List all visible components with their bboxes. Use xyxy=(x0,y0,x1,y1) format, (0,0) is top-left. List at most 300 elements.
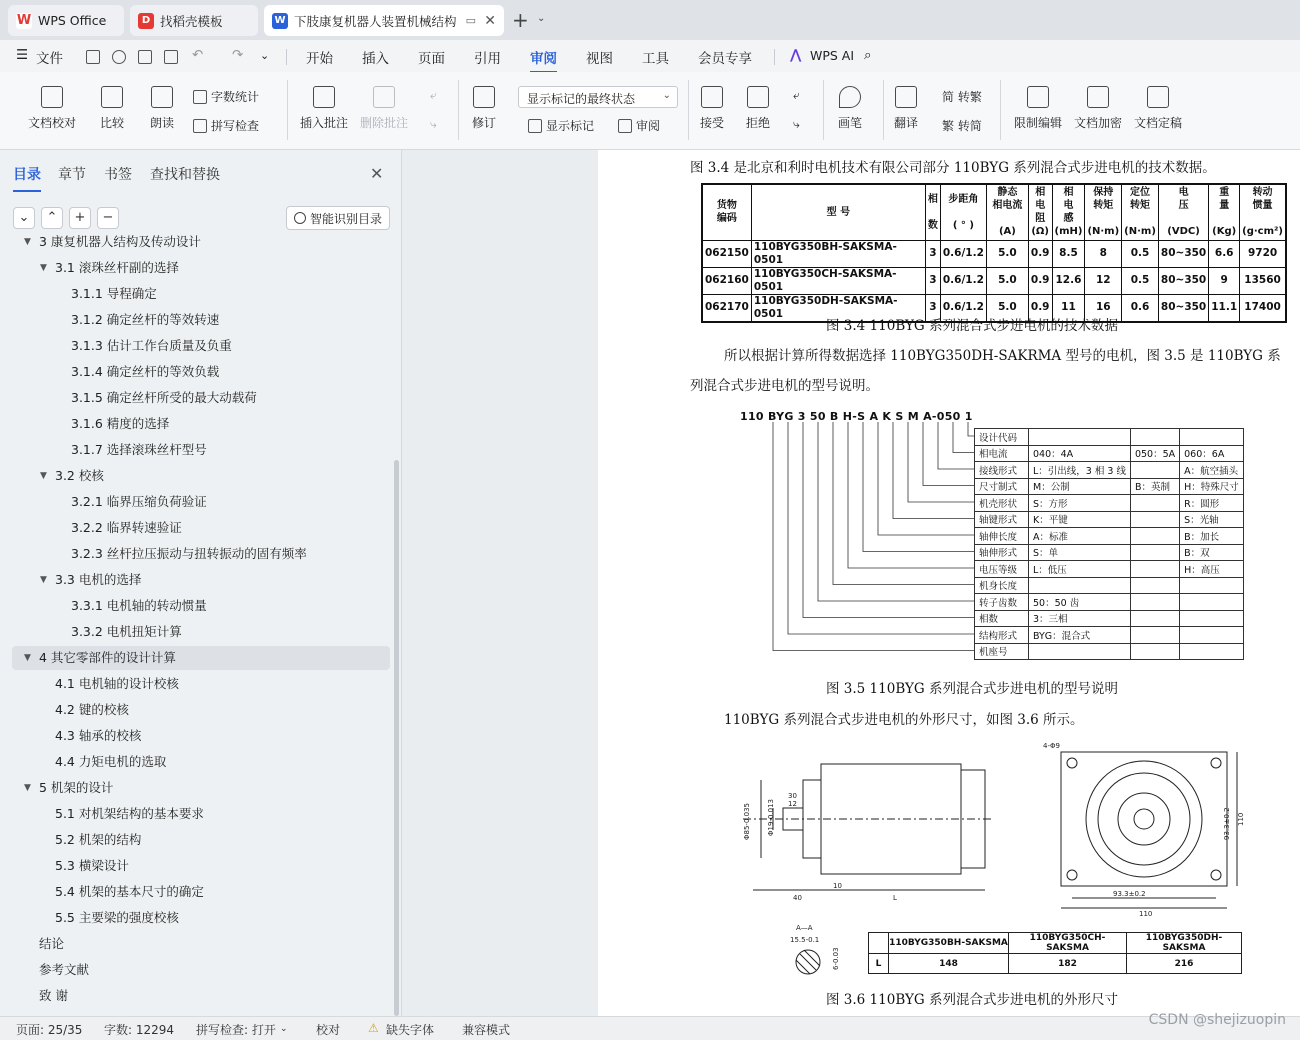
toc-item[interactable] xyxy=(12,516,390,540)
legend-cell xyxy=(1029,429,1131,446)
table-cell: 8.5 xyxy=(1052,240,1085,267)
table-cell: 0.6/1.2 xyxy=(940,294,986,322)
translate-label: 翻译 xyxy=(894,116,919,130)
table-cell: 0.9 xyxy=(1028,240,1052,267)
review-pane-button[interactable] xyxy=(618,117,660,134)
close-panel-icon[interactable]: ✕ xyxy=(370,164,384,183)
reject-button[interactable] xyxy=(746,86,770,131)
caret-down-icon[interactable]: ▼ xyxy=(24,783,31,793)
table-cell: 0.9 xyxy=(1028,267,1052,294)
table-row xyxy=(702,240,1286,267)
encrypt-label: 文档加密 xyxy=(1074,116,1123,130)
menu-page[interactable]: 页面 xyxy=(418,51,445,67)
add-heading-button[interactable]: + xyxy=(69,207,91,229)
dim-header-cell xyxy=(869,933,889,954)
dim-header-cell: 110BYG350BH-SAKSMA xyxy=(889,933,1009,954)
legend-cell: 轴键形式 xyxy=(975,511,1029,528)
chevron-down-icon[interactable]: ⌄ xyxy=(280,1024,288,1034)
chevron-down-icon[interactable]: ⌄ xyxy=(537,13,546,24)
tab-label: 下肢康复机器人装置机械结构 xyxy=(294,13,457,29)
th-inertia: 转动 惯量 (g·cm²) xyxy=(1240,184,1286,240)
tab-bar xyxy=(0,0,1300,40)
legend-cell xyxy=(1130,429,1179,446)
redo-icon[interactable]: ↷ xyxy=(232,47,244,63)
wps-logo-icon: W xyxy=(16,13,32,28)
th-phase: 相 数 xyxy=(925,184,940,240)
front-mid-circle xyxy=(1098,773,1190,865)
section-view-drawing xyxy=(778,920,848,980)
toc-item[interactable] xyxy=(12,698,390,722)
legend-cell: 结构形式 xyxy=(975,627,1029,644)
tab-template[interactable] xyxy=(130,5,258,36)
model-legend-table xyxy=(974,428,1244,660)
dim-value-cell: 216 xyxy=(1127,954,1242,974)
legend-cell: 50：50 齿 xyxy=(1029,594,1131,611)
legend-cell xyxy=(1180,429,1244,446)
toc-item[interactable] xyxy=(12,620,390,644)
tab-document[interactable] xyxy=(264,5,504,36)
encrypt-doc-icon xyxy=(1087,86,1109,108)
nav-tab-chapter[interactable]: 章节 xyxy=(58,167,86,183)
finalize-label: 文档定稿 xyxy=(1134,116,1183,130)
toc-item[interactable] xyxy=(12,724,390,748)
legend-cell xyxy=(1130,627,1179,644)
toc-list xyxy=(0,234,392,1016)
toc-item-label: 4.3 轴承的校核 xyxy=(55,728,142,743)
accept-icon xyxy=(701,86,723,108)
collapse-down-button[interactable]: ⌄ xyxy=(13,207,35,229)
legend-cell xyxy=(1130,577,1179,594)
table-cell: 80~350 xyxy=(1158,294,1208,322)
label-40: 40 xyxy=(793,894,802,902)
smart-toc-label: 智能识别目录 xyxy=(309,211,382,226)
label-12: 12 xyxy=(788,800,797,808)
toc-item-label: 3.1.4 确定丝杆的等效负载 xyxy=(71,364,220,379)
table-cell: 6.6 xyxy=(1209,240,1240,267)
dim-value-cell: 148 xyxy=(889,954,1009,974)
toc-item-label: 3.3 电机的选择 xyxy=(55,572,142,587)
leader-line xyxy=(923,422,974,486)
spell-check-button[interactable] xyxy=(193,117,259,134)
close-tab-icon[interactable]: ✕ xyxy=(484,12,496,29)
prev-comment-icon[interactable]: ⤶ xyxy=(430,88,437,102)
hatch-line xyxy=(800,954,816,970)
menu-insert[interactable]: 插入 xyxy=(362,51,389,67)
th-current: 静态 相电流 (A) xyxy=(986,184,1028,240)
th-weight: 重 量 (Kg) xyxy=(1209,184,1240,240)
warning-icon: ⚠ xyxy=(368,1021,379,1035)
document-area xyxy=(403,150,1300,1016)
table-cell: 0.6/1.2 xyxy=(940,267,986,294)
figure-caption-3-4: 图 3.4 110BYG 系列混合式步进电机的技术数据 xyxy=(826,318,1118,334)
legend-row xyxy=(975,544,1244,561)
print-icon[interactable] xyxy=(138,50,152,64)
spec-table-body xyxy=(702,240,1286,322)
legend-cell: L：引出线，3 相 3 线 xyxy=(1029,462,1131,479)
toc-item-label: 5.1 对机架结构的基本要求 xyxy=(55,806,204,821)
legend-cell xyxy=(1130,561,1179,578)
toc-item[interactable] xyxy=(12,308,390,332)
legend-cell: H：高压 xyxy=(1180,561,1244,578)
legend-cell: A：标准 xyxy=(1029,528,1131,545)
print-preview-icon[interactable] xyxy=(164,50,178,64)
toc-item[interactable] xyxy=(12,958,390,982)
mount-hole xyxy=(1211,758,1221,768)
legend-cell xyxy=(1029,577,1131,594)
finalize-doc-icon xyxy=(1147,86,1169,108)
accept-button[interactable] xyxy=(700,86,724,131)
missing-font-indicator[interactable]: 缺失字体 xyxy=(386,1023,435,1037)
legend-cell xyxy=(1180,577,1244,594)
toc-item[interactable] xyxy=(12,906,390,930)
ribbon-review xyxy=(0,72,1300,150)
legend-cell: 相电流 xyxy=(975,445,1029,462)
legend-cell xyxy=(1130,462,1179,479)
compare-icon xyxy=(101,86,123,108)
label-93-horizontal: 93.3±0.2 xyxy=(1113,890,1146,898)
hamburger-icon[interactable]: ☰ xyxy=(16,47,29,63)
menu-reference[interactable]: 引用 xyxy=(474,51,501,67)
legend-cell xyxy=(1130,544,1179,561)
nav-tab-bookmark[interactable]: 书签 xyxy=(104,167,132,183)
table-cell: 13560 xyxy=(1240,267,1286,294)
legend-cell: 040：4A xyxy=(1029,445,1131,462)
leader-line xyxy=(803,422,974,618)
dimension-table xyxy=(868,932,1242,974)
toc-item-label: 3.3.1 电机轴的转动惯量 xyxy=(71,598,207,613)
review-pane-icon xyxy=(618,119,632,133)
quick-access-more-icon[interactable]: ⌄ xyxy=(260,49,270,62)
toc-item[interactable] xyxy=(12,984,390,1008)
figure-caption-3-6: 图 3.6 110BYG 系列混合式步进电机的外形尺寸 xyxy=(826,992,1118,1008)
reject-icon xyxy=(747,86,769,108)
th-detent: 定位 转矩 (N·m) xyxy=(1122,184,1159,240)
caret-down-icon[interactable]: ▼ xyxy=(40,471,47,481)
spell-check-icon xyxy=(193,119,207,133)
tab-wps-office[interactable] xyxy=(8,5,124,36)
nav-tab-find-replace[interactable]: 查找和替换 xyxy=(150,167,220,183)
table-cell: 5.0 xyxy=(986,267,1028,294)
compare-button[interactable] xyxy=(100,86,124,131)
toc-item[interactable] xyxy=(12,412,390,436)
legend-row xyxy=(975,462,1244,479)
proof-indicator[interactable]: 校对 xyxy=(316,1023,341,1037)
label-key-width: 6-0.03 xyxy=(832,947,840,970)
leader-line xyxy=(893,422,974,519)
delete-comment-button[interactable] xyxy=(360,86,408,131)
dim-header-cell: 110BYG350DH-SAKSMA xyxy=(1127,933,1242,954)
legend-cell xyxy=(1130,528,1179,545)
show-markup-button[interactable] xyxy=(528,117,594,134)
toc-item-label: 5.4 机架的基本尺寸的确定 xyxy=(55,884,204,899)
toc-item[interactable] xyxy=(12,282,390,306)
legend-cell: 轴伸长度 xyxy=(975,528,1029,545)
legend-row xyxy=(975,610,1244,627)
read-aloud-icon xyxy=(151,86,173,108)
legend-cell: B：加长 xyxy=(1180,528,1244,545)
legend-cell: 转子齿数 xyxy=(975,594,1029,611)
lock-doc-icon xyxy=(1027,86,1049,108)
spell-check-indicator[interactable]: 拼写检查: 打开 xyxy=(196,1023,276,1037)
caret-down-icon[interactable]: ▼ xyxy=(40,575,47,585)
table-cell: 0.9 xyxy=(1028,294,1052,322)
legend-cell xyxy=(1029,643,1131,660)
label-key-depth: 15.5-0.1 xyxy=(790,936,820,944)
smart-icon xyxy=(294,212,306,224)
tab-label: 找稻壳模板 xyxy=(160,13,223,29)
nav-tab-toc[interactable]: 目录 xyxy=(13,164,41,184)
th-inductance: 相 电 感 (mH) xyxy=(1052,184,1085,240)
tab-label: WPS Office xyxy=(38,13,107,28)
legend-cell: 电压等级 xyxy=(975,561,1029,578)
review-pane-label: 审阅 xyxy=(636,119,661,133)
toc-item[interactable] xyxy=(12,490,390,514)
nav-scrollbar[interactable] xyxy=(394,460,399,1016)
save-icon[interactable] xyxy=(86,50,100,64)
remove-heading-button[interactable]: − xyxy=(97,207,119,229)
monitor-icon[interactable]: ▭ xyxy=(465,14,476,27)
menu-divider xyxy=(286,49,287,65)
ribbon-divider xyxy=(688,80,689,140)
toc-item[interactable] xyxy=(12,750,390,774)
legend-cell: A：航空插头 xyxy=(1180,462,1244,479)
read-aloud-label: 朗读 xyxy=(150,116,175,130)
th-model: 型 号 xyxy=(751,184,925,240)
toc-item[interactable] xyxy=(12,776,390,800)
next-comment-icon[interactable]: ⤷ xyxy=(430,117,437,131)
leader-line xyxy=(938,422,974,469)
motor-outline-drawing xyxy=(743,740,1243,920)
table-cell: 3 xyxy=(925,267,940,294)
smart-toc-button[interactable] xyxy=(286,206,390,230)
label-L: L xyxy=(893,894,897,902)
table-cell: 110BYG350CH-SAKSMA-0501 xyxy=(751,267,925,294)
new-tab-button[interactable]: + xyxy=(512,8,529,32)
table-cell: 9720 xyxy=(1240,240,1286,267)
markup-state-value: 显示标记的最终状态 xyxy=(527,92,636,106)
draw-button[interactable] xyxy=(838,86,862,131)
legend-cell: 060：6A xyxy=(1180,445,1244,462)
menu-member[interactable]: 会员专享 xyxy=(698,51,752,67)
menu-bar xyxy=(0,40,1300,72)
encrypt-button[interactable] xyxy=(1074,86,1122,131)
prev-revision-icon[interactable]: ⤶ xyxy=(793,88,800,102)
toc-item-label: 3.1.7 选择滚珠丝杆型号 xyxy=(71,442,207,457)
toc-item[interactable] xyxy=(12,880,390,904)
revise-label: 修订 xyxy=(472,116,497,130)
word-count-indicator[interactable]: 字数: 12294 xyxy=(104,1023,175,1037)
menu-view[interactable]: 视图 xyxy=(586,51,613,67)
insert-comment-button[interactable] xyxy=(300,86,348,131)
to-traditional-label: 简 转繁 xyxy=(942,90,982,104)
dim-value-cell: 182 xyxy=(1009,954,1127,974)
table-cell: 80~350 xyxy=(1158,240,1208,267)
toc-item-label: 5.5 主要梁的强度校核 xyxy=(55,910,179,925)
to-traditional-button[interactable] xyxy=(942,88,982,105)
label-d19: Φ19-0.013 xyxy=(767,799,775,836)
toc-item[interactable] xyxy=(12,334,390,358)
legend-cell: 机壳形状 xyxy=(975,495,1029,512)
toc-item[interactable] xyxy=(12,932,390,956)
ribbon-divider xyxy=(287,80,288,140)
toc-item[interactable] xyxy=(12,854,390,878)
document-page[interactable] xyxy=(598,150,1300,1016)
legend-cell xyxy=(1180,594,1244,611)
th-resistance: 相 电 阻 (Ω) xyxy=(1028,184,1052,240)
table-cell: 062160 xyxy=(702,267,751,294)
collapse-up-button[interactable]: ⌃ xyxy=(41,207,63,229)
caret-down-icon[interactable]: ▼ xyxy=(40,263,47,273)
search-icon[interactable]: ⌕ xyxy=(864,47,872,63)
menu-file[interactable]: 文件 xyxy=(36,51,63,67)
toc-item-label: 3.2.1 临界压缩负荷验证 xyxy=(71,494,207,509)
model-code-diagram xyxy=(738,408,1258,663)
translate-icon xyxy=(895,86,917,108)
toc-item[interactable] xyxy=(12,438,390,462)
toc-item[interactable] xyxy=(12,542,390,566)
legend-cell: 相数 xyxy=(975,610,1029,627)
legend-cell: S：方形 xyxy=(1029,495,1131,512)
word-count-button[interactable] xyxy=(193,88,259,105)
table-cell: 062150 xyxy=(702,240,751,267)
leader-line xyxy=(788,422,974,634)
legend-cell: 机身长度 xyxy=(975,577,1029,594)
insert-comment-label: 插入批注 xyxy=(300,116,349,130)
legend-cell: 设计代码 xyxy=(975,429,1029,446)
front-shaft-circle xyxy=(1134,809,1154,829)
caret-down-icon[interactable]: ▼ xyxy=(24,653,31,663)
read-aloud-button[interactable] xyxy=(150,86,174,131)
legend-row xyxy=(975,429,1244,446)
leader-line xyxy=(878,422,974,535)
chevron-down-icon: ⌄ xyxy=(662,90,671,101)
table-cell: 8 xyxy=(1085,240,1122,267)
translate-button[interactable] xyxy=(894,86,918,131)
table-cell: 5.0 xyxy=(986,240,1028,267)
table-cell: 12.6 xyxy=(1052,267,1085,294)
next-revision-icon[interactable]: ⤷ xyxy=(793,117,800,131)
toc-item[interactable] xyxy=(12,256,390,280)
toc-item[interactable] xyxy=(12,802,390,826)
menu-review[interactable]: 审阅 xyxy=(530,47,557,67)
ribbon-divider xyxy=(823,80,824,140)
legend-cell: B：双 xyxy=(1180,544,1244,561)
docer-logo-icon: D xyxy=(138,13,154,29)
status-bar xyxy=(0,1016,1300,1040)
toc-item[interactable] xyxy=(12,672,390,696)
page-indicator[interactable]: 页面: 25/35 xyxy=(16,1023,83,1037)
legend-cell: H：特殊尺寸 xyxy=(1180,478,1244,495)
intro-paragraph: 图 3.4 是北京和利时电机技术有限公司部分 110BYG 系列混合式步进电机的技术数据。 xyxy=(690,160,1216,176)
table-row xyxy=(702,267,1286,294)
to-simplified-button[interactable] xyxy=(942,117,982,134)
ribbon-divider xyxy=(458,80,459,140)
th-code: 货物 编码 xyxy=(702,184,751,240)
menu-wps-ai[interactable]: WPS AI xyxy=(810,48,855,63)
label-110-horizontal: 110 xyxy=(1139,910,1153,918)
toc-item[interactable] xyxy=(12,360,390,384)
caret-down-icon[interactable]: ▼ xyxy=(24,237,31,247)
menu-tools[interactable]: 工具 xyxy=(642,51,669,67)
toc-item[interactable] xyxy=(12,594,390,618)
legend-cell: R：圆形 xyxy=(1180,495,1244,512)
legend-cell: 机座号 xyxy=(975,643,1029,660)
label-holes: 4-Φ9 xyxy=(1043,742,1060,750)
toc-item[interactable] xyxy=(12,828,390,852)
legend-cell xyxy=(1130,643,1179,660)
table-cell: 11.1 xyxy=(1209,294,1240,322)
share-icon[interactable] xyxy=(112,50,126,64)
legend-cell xyxy=(1180,643,1244,660)
doc-check-button[interactable] xyxy=(28,86,76,131)
toc-item[interactable] xyxy=(12,568,390,592)
dim-value-cell: L xyxy=(869,954,889,974)
leader-line xyxy=(848,422,974,568)
spell-check-label: 拼写检查 xyxy=(211,119,260,133)
toc-item-label: 3.3.2 电机扭矩计算 xyxy=(71,624,182,639)
word-count-icon xyxy=(193,90,207,104)
toc-item-label: 4.2 键的校核 xyxy=(55,702,129,717)
legend-cell xyxy=(1130,495,1179,512)
toc-item-label: 3 康复机器人结构及传动设计 xyxy=(39,234,201,249)
label-section: A—A xyxy=(796,924,813,932)
legend-cell xyxy=(1130,610,1179,627)
legend-cell: 3：三相 xyxy=(1029,610,1131,627)
toc-item-label: 3.2.3 丝杆拉压振动与扭转振动的固有频率 xyxy=(71,546,307,561)
toc-item-label: 3.1 滚珠丝杆副的选择 xyxy=(55,260,179,275)
delete-comment-icon xyxy=(373,86,395,108)
table-cell: 110BYG350BH-SAKSMA-0501 xyxy=(751,240,925,267)
table-cell: 9 xyxy=(1209,267,1240,294)
body-paragraph-1a: 所以根据计算所得数据选择 110BYG350DH-SAKRMA 型号的电机，图 3.5 是 110BYG 系 xyxy=(724,348,1281,364)
toc-item-label: 3.1.5 确定丝杆所受的最大动载荷 xyxy=(71,390,257,405)
toc-item-label: 4.1 电机轴的设计校核 xyxy=(55,676,179,691)
legend-cell: 接线形式 xyxy=(975,462,1029,479)
legend-row xyxy=(975,627,1244,644)
restrict-edit-button[interactable] xyxy=(1014,86,1062,131)
to-simplified-label: 繁 转简 xyxy=(942,119,982,133)
markup-state-select[interactable] xyxy=(518,86,678,108)
toc-item-label: 4 其它零部件的设计计算 xyxy=(39,650,176,665)
legend-row xyxy=(975,594,1244,611)
toc-item[interactable] xyxy=(12,464,390,488)
label-10: 10 xyxy=(833,882,842,890)
table-cell: 110BYG350DH-SAKSMA-0501 xyxy=(751,294,925,322)
insert-comment-icon xyxy=(313,86,335,108)
spec-table xyxy=(701,183,1287,323)
table-cell: 11 xyxy=(1052,294,1085,322)
toc-item[interactable] xyxy=(12,230,390,254)
menu-start[interactable]: 开始 xyxy=(306,51,333,67)
pen-icon xyxy=(839,86,861,108)
undo-icon[interactable]: ↶ xyxy=(192,47,204,63)
revise-button[interactable] xyxy=(472,86,496,131)
toc-item[interactable] xyxy=(12,386,390,410)
mount-hole xyxy=(1067,870,1077,880)
finalize-button[interactable] xyxy=(1134,86,1182,131)
legend-cell xyxy=(1180,610,1244,627)
ribbon-divider xyxy=(883,80,884,140)
compat-mode-indicator: 兼容模式 xyxy=(462,1023,511,1037)
watermark: CSDN @shejizuopin xyxy=(1148,1012,1286,1028)
label-110-vertical: 110 xyxy=(1237,812,1245,826)
toc-item[interactable] xyxy=(12,646,390,670)
revise-icon xyxy=(473,86,495,108)
label-d85: Φ85-0.035 xyxy=(743,803,751,840)
model-leader-lines xyxy=(738,408,978,663)
toc-item-label: 3.1.3 估计工作台质量及负重 xyxy=(71,338,232,353)
doc-check-label: 文档校对 xyxy=(28,116,77,130)
